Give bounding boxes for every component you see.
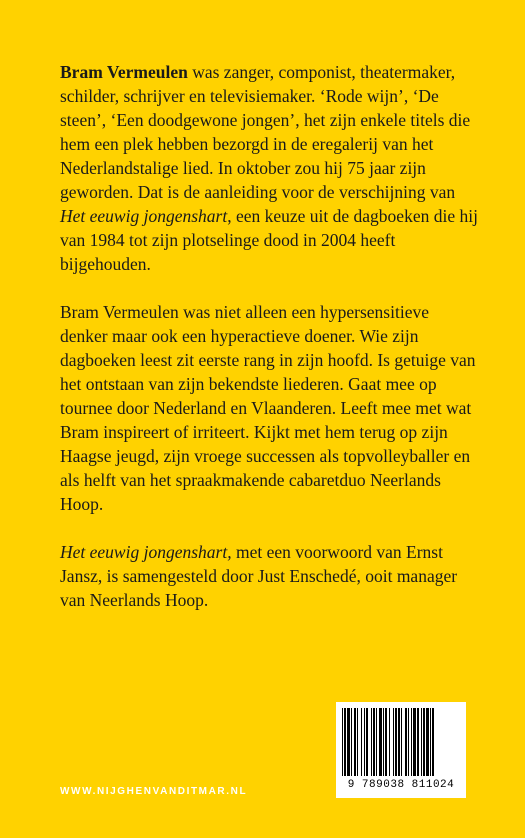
blurb-text: , een keuze uit de dagboeken die hij van 1984 tot zijn plotselinge dood in 2004 heeft bijgehouden. (60, 206, 478, 274)
barcode-bar (373, 708, 375, 776)
barcode-bar (342, 708, 343, 776)
back-cover-blurb (60, 60, 480, 636)
barcode-bar (421, 708, 422, 776)
barcode-bar (383, 708, 384, 776)
blurb-paragraph-1 (60, 60, 480, 276)
author-name: Bram Vermeulen (60, 62, 188, 82)
blurb-paragraph-2: Bram Vermeulen was niet alleen een hypersensitieve denker maar ook een hyperactieve doener. Wie zijn dagboeken leest zit eerste rang in zijn hoofd. Is getuige van het ontstaan van zijn bekendste liederen. Gaat mee op tournee door Nederland en Vlaanderen. Leeft mee met wat Bram inspireert of irriteert. Kijkt met hem terug op zijn Haagse jeugd, zijn vroege successen als topvolleyballer en als helft van het spraakmakende cabaretduo Neerlands Hoop. (60, 302, 476, 514)
barcode-bar (347, 708, 350, 776)
blurb-paragraph-3 (60, 540, 480, 612)
barcode-bar (411, 708, 412, 776)
isbn-number: 9 789038 811024 (347, 779, 455, 791)
blurb-text: was zanger, componist, theatermaker, schilder, schrijver en televisiemaker. ‘Rode wijn’, ‘De steen’, ‘Een doodgewone jongen’, het zijn enkele titels die hem een plek hebben bezorgd in de eregalerij van het Nederlandstalige lied. In oktober zou hij 75 jaar zijn geworden. Dat is de aanleiding voor de verschijning van (60, 62, 471, 202)
barcode-bar (393, 708, 394, 776)
barcode-bar (430, 708, 431, 776)
barcode-bar (408, 708, 409, 776)
blurb-text: met een voorwoord van Ernst Jansz, is samengesteld door Just Enschedé, ooit manager van Neerlands Hoop. (60, 542, 458, 610)
barcode-bar (426, 708, 429, 776)
barcode-bar (357, 708, 358, 776)
barcode-bar (361, 708, 362, 776)
barcode-bar (389, 708, 390, 776)
barcode-bar (423, 708, 425, 776)
isbn-barcode (336, 702, 466, 798)
barcode-bar (351, 708, 352, 776)
book-title: Het eeuwig jongenshart, (60, 542, 232, 562)
barcode-bar (405, 708, 407, 776)
publisher-website: WWW.NIJGHENVANDITMAR.NL (60, 786, 248, 797)
barcode-bar (364, 708, 365, 776)
barcode-bar (379, 708, 382, 776)
barcode-bar (417, 708, 419, 776)
barcode-bar (366, 708, 368, 776)
barcode-bar (376, 708, 377, 776)
barcode-bar (401, 708, 402, 776)
barcode-bar (371, 708, 372, 776)
barcode-bar (413, 708, 416, 776)
barcode-bar (395, 708, 397, 776)
barcode-bar (354, 708, 356, 776)
book-title: Het eeuwig jongenshart (60, 206, 228, 226)
barcode-bar (398, 708, 400, 776)
barcode-bars (342, 708, 460, 776)
barcode-bar (432, 708, 434, 776)
barcode-bar (344, 708, 346, 776)
barcode-bar (385, 708, 387, 776)
